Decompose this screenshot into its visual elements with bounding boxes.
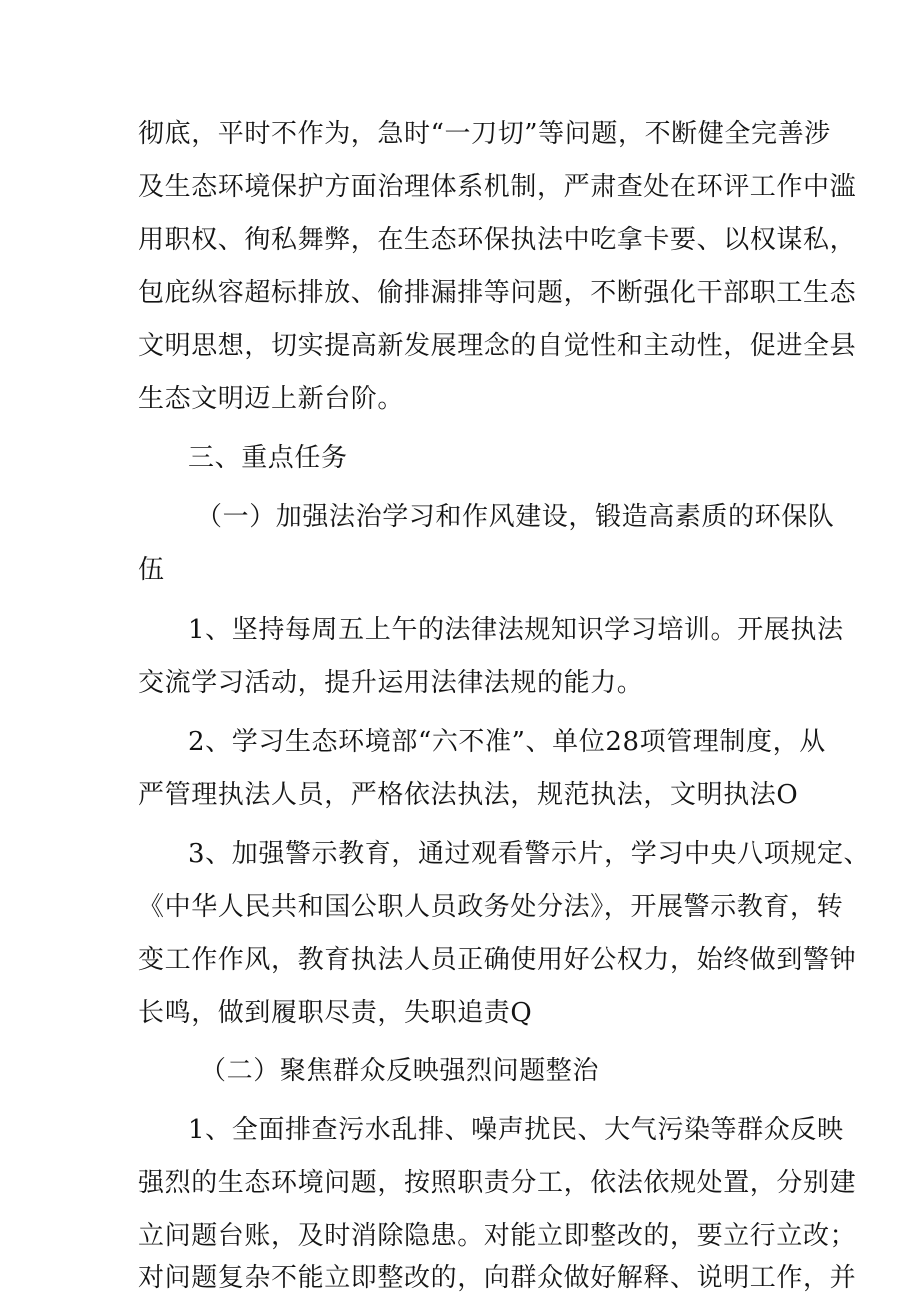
list-item-line: 1、坚持每周五上午的法律法规知识学习培训。开展执法 xyxy=(188,615,844,645)
paragraph-line: 用职权、徇私舞弊，在生态环保执法中吃拿卡要、以权谋私， xyxy=(138,225,857,255)
paragraph-line: 生态文明迈上新台阶。 xyxy=(138,384,405,414)
subsection-heading: （一）加强法治学习和作风建设，锻造高素质的环保队 xyxy=(196,502,835,532)
paragraph-line: 包庇纵容超标排放、偷排漏排等问题，不断强化干部职工生态 xyxy=(138,278,857,308)
list-item-line: 严管理执法人员，严格依法执法，规范执法，文明执法O xyxy=(138,780,799,810)
list-item-line: 《中华人民共和国公职人员政务处分法》，开展警示教育，转 xyxy=(138,892,844,922)
paragraph-line: 文明思想，切实提高新发展理念的自觉性和主动性，促进全县 xyxy=(138,331,857,361)
section-heading: 三、重点任务 xyxy=(188,443,348,473)
paragraph-line: 彻底，平时不作为，急时“一刀切”等问题，不断健全完善涉 xyxy=(138,119,831,149)
list-item-line: 1、全面排查污水乱排、噪声扰民、大气污染等群众反映 xyxy=(188,1115,844,1145)
list-item-line: 3、加强警示教育，通过观看警示片，学习中央八项规定、 xyxy=(188,839,871,869)
list-item-line: 长鸣，做到履职尽责，失职追责Q xyxy=(138,998,533,1028)
list-item-line: 变工作作风，教育执法人员正确使用好公权力，始终做到警钟 xyxy=(138,945,857,975)
paragraph-line: 及生态环境保护方面治理体系机制，严肃查处在环评工作中滥 xyxy=(138,172,857,202)
list-item-line: 强烈的生态环境问题，按照职责分工，依法依规处置，分别建 xyxy=(138,1168,857,1198)
subsection-heading: 伍 xyxy=(138,555,165,585)
list-item-line: 对问题复杂不能立即整改的，向群众做好解释、说明工作，并 xyxy=(138,1263,857,1293)
subsection-heading: （二）聚焦群众反映强烈问题整治 xyxy=(200,1056,600,1086)
list-item-line: 交流学习活动，提升运用法律法规的能力。 xyxy=(138,668,644,698)
list-item-line: 2、学习生态环境部“六不准”、单位28项管理制度，从 xyxy=(188,727,826,757)
list-item-line: 立问题台账，及时消除隐患。对能立即整改的，要立行立改； xyxy=(138,1221,857,1251)
